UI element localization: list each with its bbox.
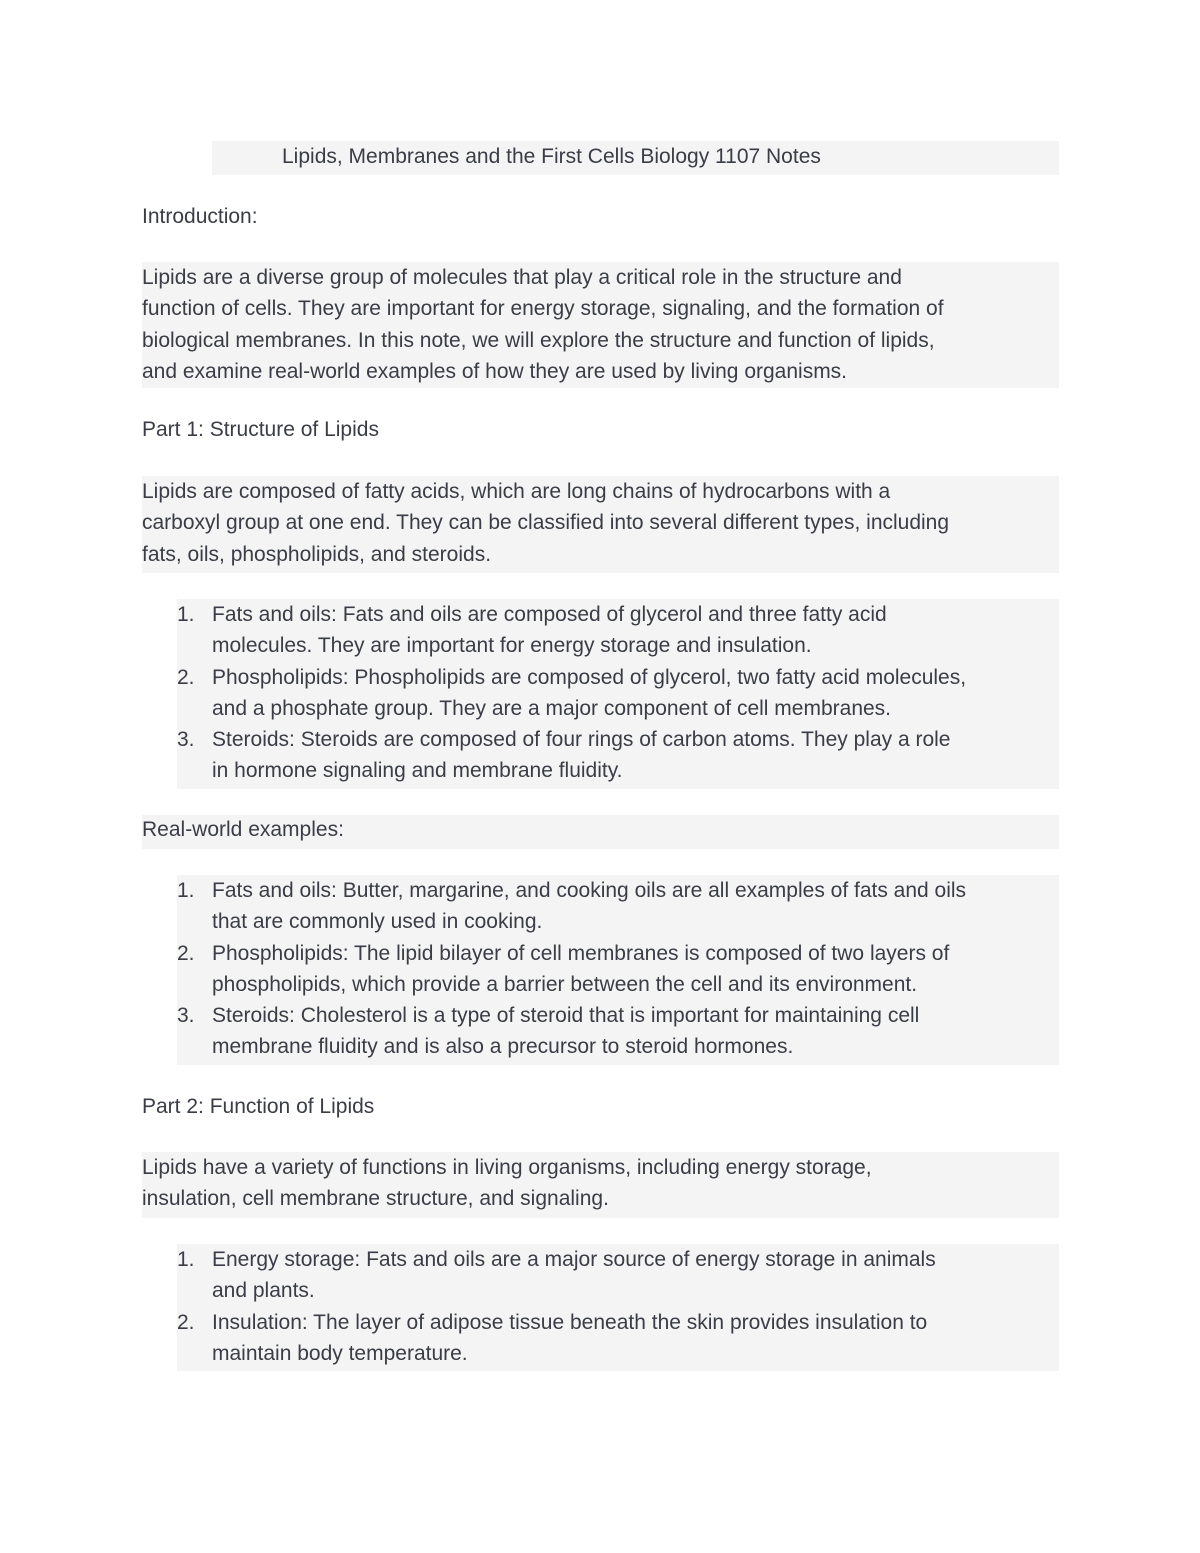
intro-line: and examine real-world examples of how they are used by living organisms. (142, 359, 848, 383)
list-text: Fats and oils: Butter, margarine, and cooking oils are all examples of fats and oils (212, 879, 967, 902)
part2-paragraph (142, 1152, 1059, 1218)
list-text: Steroids: Cholesterol is a type of steroid that is important for maintaining cell (212, 1004, 920, 1028)
list-text: phospholipids, which provide a barrier between the cell and its environment. (212, 972, 918, 996)
list-item (177, 875, 1059, 938)
part2-line: insulation, cell membrane structure, and signaling. (142, 1187, 609, 1211)
part2-heading: Part 2: Function of Lipids (142, 1095, 375, 1118)
examples-list (177, 875, 1059, 1065)
list-item (177, 1000, 1059, 1063)
part1-paragraph (142, 476, 1059, 573)
part2-list (177, 1244, 1059, 1371)
intro-line: function of cells. They are important for energy storage, signaling, and the formation of (142, 297, 944, 321)
part1-list (177, 599, 1059, 789)
part2-line: Lipids have a variety of functions in living organisms, including energy storage, (142, 1156, 872, 1179)
part1-line: fats, oils, phospholipids, and steroids. (142, 542, 492, 566)
list-text: molecules. They are important for energy storage and insulation. (212, 634, 812, 658)
list-item (177, 724, 1059, 787)
list-item (177, 1307, 1059, 1370)
intro-line: biological membranes. In this note, we will explore the structure and function of lipids, (142, 328, 935, 352)
title-bar (212, 141, 1059, 175)
list-text: that are commonly used in cooking. (212, 910, 543, 934)
list-number: 2. (177, 665, 195, 689)
list-number: 2. (177, 941, 195, 965)
list-number: 3. (177, 1004, 195, 1028)
list-item (177, 662, 1059, 725)
intro-line: Lipids are a diverse group of molecules that play a critical role in the structure and (142, 266, 902, 289)
list-number: 1. (177, 1248, 195, 1271)
examples-heading: Real-world examples: (142, 818, 344, 841)
list-item (177, 1244, 1059, 1307)
list-item (177, 938, 1059, 1001)
examples-heading-bar (142, 815, 1059, 849)
list-text: Fats and oils: Fats and oils are composed of glycerol and three fatty acid (212, 603, 887, 626)
part1-line: carboxyl group at one end. They can be classified into several different types, including (142, 511, 950, 535)
list-text: Phospholipids: The lipid bilayer of cell membranes is composed of two layers of (212, 941, 950, 965)
list-number: 1. (177, 603, 195, 626)
document-title: Lipids, Membranes and the First Cells Biology 1107 Notes (282, 145, 821, 168)
list-text: Steroids: Steroids are composed of four rings of carbon atoms. They play a role (212, 728, 951, 752)
list-text: and plants. (212, 1279, 315, 1303)
list-item (177, 599, 1059, 662)
part1-line: Lipids are composed of fatty acids, which are long chains of hydrocarbons with a (142, 480, 891, 503)
list-text: maintain body temperature. (212, 1341, 468, 1365)
list-text: membrane fluidity and is also a precursor to steroid hormones. (212, 1035, 794, 1059)
list-text: and a phosphate group. They are a major component of cell membranes. (212, 696, 892, 720)
list-number: 3. (177, 728, 195, 752)
intro-heading: Introduction: (142, 205, 258, 228)
list-text: Energy storage: Fats and oils are a major source of energy storage in animals (212, 1248, 936, 1271)
list-number: 1. (177, 879, 195, 902)
list-text: Phospholipids: Phospholipids are composed of glycerol, two fatty acid molecules, (212, 665, 967, 689)
list-text: Insulation: The layer of adipose tissue beneath the skin provides insulation to (212, 1310, 928, 1334)
intro-paragraph (142, 262, 1059, 388)
list-text: in hormone signaling and membrane fluidity. (212, 759, 623, 783)
list-number: 2. (177, 1310, 195, 1334)
part1-heading: Part 1: Structure of Lipids (142, 418, 379, 441)
